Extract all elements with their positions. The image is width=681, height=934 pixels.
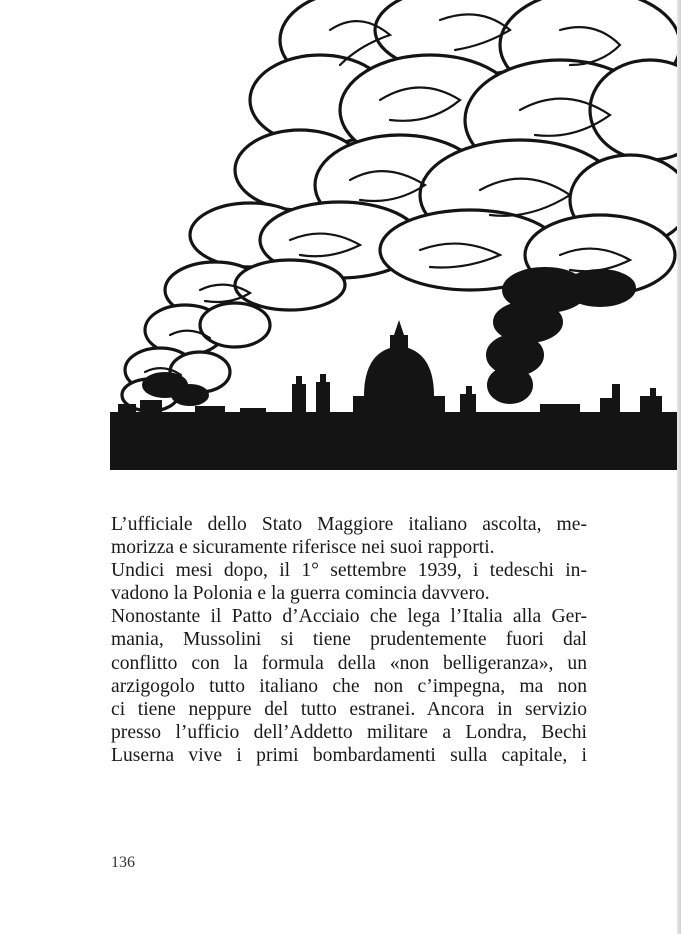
text-line: morizza e sicuramente riferisce nei suoi rapporti.	[111, 537, 495, 559]
body-paragraph	[111, 513, 587, 767]
text-line: Nonostante il Patto d’Acciaio che lega l’Italia alla Ger-	[111, 606, 587, 628]
text-line: mania, Mussolini si tiene prudentemente fuori dal	[111, 629, 587, 651]
page-edge-shadow	[677, 0, 681, 934]
text-line: presso l’ufficio dell’Addetto militare a Londra, Bechi	[111, 721, 587, 743]
text-line: Luserna vive i primi bombardamenti sulla capitale, i	[111, 744, 587, 766]
text-line: L’ufficiale dello Stato Maggiore italiano ascolta, me-	[111, 514, 587, 535]
text-line: Undici mesi dopo, il 1° settembre 1939, i tedeschi in-	[111, 560, 587, 582]
text-line: conflitto con la formula della «non belligeranza», un	[111, 652, 587, 674]
page-number: 136	[111, 854, 135, 871]
text-line: ci tiene neppure del tutto estranei. Ancora in servizio	[111, 698, 587, 720]
text-line: vadono la Polonia e la guerra comincia davvero.	[111, 583, 490, 605]
text-line: arzigogolo tutto italiano che non c’impegna, ma non	[111, 675, 587, 697]
